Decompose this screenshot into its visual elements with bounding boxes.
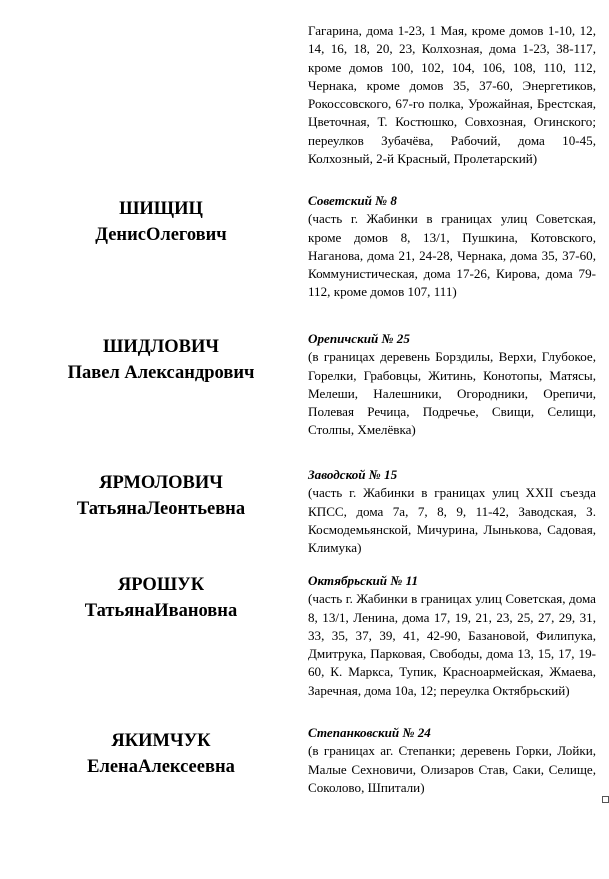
candidate-given-names: ЕленаАлексеевна xyxy=(87,757,235,777)
candidate-surname: ШИЩИЦ xyxy=(119,199,203,219)
candidate-name xyxy=(20,728,302,780)
candidate-given-names: ДенисОлегович xyxy=(95,225,227,245)
district-body: (часть г. Жабинки в границах улиц XXII съезда КПСС, дома 7а, 7, 8, 9, 11-42, Заводская, З. Космодемьянской, Мичурина, Лыньковa, Садовая, Климука) xyxy=(308,485,596,556)
candidate-given-names: ТатьянаЛеонтьевна xyxy=(76,499,246,519)
candidate-surname: ЯРМОЛОВИЧ xyxy=(99,473,223,493)
district-block xyxy=(308,572,596,700)
district-title: Советский № 8 xyxy=(308,193,397,208)
district-title: Заводской № 15 xyxy=(308,467,398,482)
candidate-surname: ШИДЛОВИЧ xyxy=(103,337,219,357)
district-body: Гагарина, дома 1-23, 1 Мая, кроме домов 1-10, 12, 14, 16, 18, 20, 23, Колхозная, дома 1-23, 38-117, кроме домов 100, 102, 104, 106, 108, 110, 112, Чернака, кроме домов 35, 37-60, Энергетиков, Рокоссовского, 67-го полка, Урожайная, Брестская, Цветочная, Т. Костюшко, Совхозная, Огинского; переулков Зубачёва, Рабочий, дома 10-45, Колхозный, 2-й Красный, Пролетарский) xyxy=(308,23,596,167)
candidate-given-names: ТатьянаИвановна xyxy=(84,601,238,621)
district-title: Орепичский № 25 xyxy=(308,331,410,346)
district-body: (часть г. Жабинки в границах улиц Советская, дома 8, 13/1, Ленина, дома 17, 19, 21, 23, 25, 27, 29, 31, 33, 35, 37, 39, 41, 42-90, Базановой, Филипука, Дмитрука, Парковая, Свободы, дома 13, 15, 17, 19-60, К. Маркса, Тупик, Красноармейская, Жмаева, Заречная, дома 10а, 12; переулка Октябрьский) xyxy=(308,591,596,698)
district-title: Октябрьский № 11 xyxy=(308,573,418,588)
candidate-surname: ЯРОШУК xyxy=(117,575,205,595)
candidate-name xyxy=(20,334,302,386)
candidate-name xyxy=(20,470,302,522)
candidate-given-names: Павел Александрович xyxy=(67,363,255,383)
table-resize-handle[interactable] xyxy=(602,796,609,803)
district-block xyxy=(308,724,596,797)
candidate-surname: ЯКИМЧУК xyxy=(111,731,211,751)
district-continuation xyxy=(308,22,596,168)
district-body: (в границах деревень Борздилы, Верхи, Глубокое, Горелки, Грабовцы, Житинь, Конотопы, Матясы, Мелеши, Налешники, Огородники, Орепичи, Полевая Речица, Подречье, Свищи, Селищи, Столпы, Хмелёвка) xyxy=(308,349,596,438)
district-block xyxy=(308,192,596,302)
district-title: Степанковский № 24 xyxy=(308,725,431,740)
district-body: (в границах аг. Степанки; деревень Горки, Лойки, Малые Сехновичи, Олизаров Став, Саки, Селище, Соколово, Шпитали) xyxy=(308,743,596,795)
candidate-name xyxy=(20,572,302,624)
district-block xyxy=(308,466,596,557)
district-block xyxy=(308,330,596,440)
candidate-name xyxy=(20,196,302,248)
district-body: (часть г. Жабинки в границах улиц Советская, кроме домов 8, 13/1, Пушкина, Котовского, Наганова, дома 21, 24-28, Чернака, дома 35, 37-60, Коммунистическая, дома 17-26, Кирова, дома 79-112, кроме домов 107, 111) xyxy=(308,211,596,300)
